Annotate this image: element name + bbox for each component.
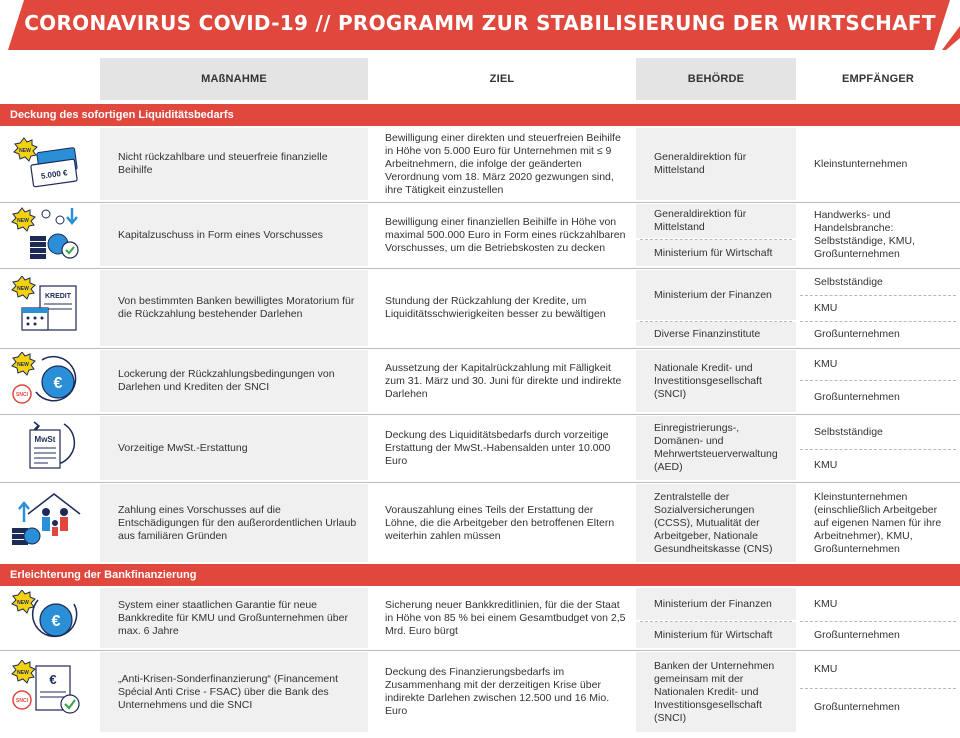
snci-label: SNCI [16, 698, 28, 704]
voucher-amount: 5.000 € [40, 168, 69, 181]
snci-label: SNCI [16, 392, 28, 398]
cell-divider [800, 449, 956, 450]
cash-voucher-icon [8, 136, 92, 192]
cell-divider [800, 621, 956, 622]
empfaenger-cell: KMU [814, 301, 838, 314]
svg-text:€: € [49, 672, 57, 687]
new-badge-label: NEW [17, 286, 29, 292]
cell-divider [640, 321, 792, 322]
page-title: CORONAVIRUS COVID-19 // PROGRAMM ZUR STABILISIERUNG DER WIRTSCHAFT [24, 11, 936, 35]
new-badge-label: NEW [17, 362, 29, 368]
behoerde-cell: Einregistrierungs-, Domänen- und Mehrwertsteuerverwaltung (AED) [636, 416, 796, 480]
row-divider [0, 348, 960, 349]
massnahme-cell: Nicht rückzahlbare und steuerfreie finanzielle Beihilfe [100, 128, 368, 200]
behoerde-cell: Ministerium der Finanzen [636, 588, 796, 620]
new-badge-label: NEW [19, 148, 31, 154]
behoerde-cell: Zentralstelle der Sozialversicherungen (CCSS), Mutualität der Arbeitgeber, Nationale Gesundheitskasse (CNS) [636, 484, 796, 562]
state-guarantee-icon [8, 590, 92, 646]
empfaenger-cell: KMU [814, 597, 838, 610]
ziel-cell: Deckung des Finanzierungsbedarfs im Zusammenhang mit der derzeitigen Krise über indirekte Darlehen zwischen 12.500 und 16 Mio. Euro [385, 666, 610, 717]
empfaenger-cell: KMU [814, 357, 838, 370]
empfaenger-cell: Großunternehmen [814, 327, 900, 340]
row-divider [0, 414, 960, 415]
column-header-empfaenger: EMPFÄNGER [841, 73, 915, 85]
column-header-behoerde: BEHÖRDE [636, 58, 796, 100]
empfaenger-cell: Handwerks- und Handelsbranche: Selbstständige, KMU, Großunternehmen [814, 209, 915, 260]
row-divider [0, 650, 960, 651]
massnahme-cell: Von bestimmten Banken bewilligtes Moratorium für die Rückzahlung bestehender Darlehen [100, 270, 368, 346]
behoerde-cell: Nationale Kredit- und Investitionsgesellschaft (SNCI) [636, 350, 796, 412]
fsac-document-icon [8, 660, 92, 716]
empfaenger-cell: Selbstständige [814, 275, 883, 288]
ziel-cell: Vorauszahlung eines Teils der Erstattung der Löhne, die die Arbeitgeber den betroffenen Eltern weiterhin zahlen müssen [385, 503, 615, 542]
svg-text:€: € [53, 375, 63, 392]
cell-divider [640, 621, 792, 622]
empfaenger-cell: KMU [814, 662, 838, 675]
snci-euro-coin-icon [8, 352, 92, 408]
ziel-cell: Sicherung neuer Bankkreditlinien, für die der Staat in Höhe von 85 % bei einem Gesamtbudget von 2,5 Mrd. Euro bürgt [385, 598, 626, 637]
behoerde-cell: Ministerium für Wirtschaft [636, 622, 796, 648]
svg-text:€: € [51, 613, 61, 630]
title-banner [0, 0, 960, 50]
cell-divider [640, 239, 792, 240]
empfaenger-cell: Kleinstunternehmen [814, 157, 908, 170]
credit-calendar-icon [8, 276, 92, 332]
cell-divider [800, 688, 956, 689]
cell-divider [800, 321, 956, 322]
family-leave-icon [8, 492, 92, 548]
behoerde-cell: Generaldirektion für Mittelstand [636, 204, 796, 238]
massnahme-cell: Vorzeitige MwSt.-Erstattung [100, 416, 368, 480]
vat-label: MwSt [34, 435, 56, 444]
empfaenger-cell: Selbstständige [814, 425, 883, 438]
ziel-cell: Deckung des Liquiditätsbedarfs durch vorzeitige Erstattung der MwSt.-Habensalden unter 10.000 Euro [385, 428, 611, 467]
row-divider [0, 482, 960, 483]
behoerde-cell: Ministerium für Wirtschaft [636, 240, 796, 266]
behoerde-cell: Generaldirektion für Mittelstand [636, 128, 796, 200]
column-header-ziel: ZIEL [489, 73, 515, 85]
empfaenger-cell: Großunternehmen [814, 390, 900, 403]
empfaenger-cell: Großunternehmen [814, 700, 900, 713]
section-header-liquiditaet: Deckung des sofortigen Liquiditätsbedarfs [0, 104, 960, 126]
column-header-massnahme: MAßNAHME [100, 58, 368, 100]
ziel-cell: Bewilligung einer finanziellen Beihilfe in Höhe von maximal 500.000 Euro in Form eines rückzahlbaren Vorschusses, um die Betriebskosten zu decken [385, 215, 626, 254]
vat-refund-icon [8, 418, 92, 474]
coins-advance-icon [8, 206, 92, 262]
new-badge-label: NEW [17, 600, 29, 606]
behoerde-cell: Banken der Unternehmen gemeinsam mit der Nationalen Kredit- und Investitionsgesellschaft (SNCI) [636, 652, 796, 732]
cell-divider [800, 295, 956, 296]
ziel-cell: Aussetzung der Kapitalrückzahlung mit Fälligkeit zum 31. März und 30. Juni für direkte und indirekte Darlehen [385, 361, 622, 400]
massnahme-cell: „Anti-Krisen-Sonderfinanzierung“ (Financement Spécial Anti Crise - FSAC) über die Bank des Unternehmens und die SNCI [100, 652, 368, 732]
behoerde-cell: Diverse Finanzinstitute [636, 322, 796, 346]
row-divider [0, 202, 960, 203]
empfaenger-cell: KMU [814, 458, 838, 471]
massnahme-cell: Kapitalzuschuss in Form eines Vorschusses [100, 204, 368, 266]
empfaenger-cell: Großunternehmen [814, 628, 900, 641]
row-divider [0, 268, 960, 269]
cell-divider [800, 380, 956, 381]
ziel-cell: Bewilligung einer direkten und steuerfreien Beihilfe in Höhe von 5.000 Euro für Unternehmen mit ≤ 9 Arbeitnehmern, die infolge der geänderten Verordnung vom 18. März 2020 gezwungen sind, ihre Tätigkeit einzustellen [385, 131, 621, 196]
massnahme-cell: Zahlung eines Vorschusses auf die Entschädigungen für den außerordentlichen Urlaub aus familiären Gründen [100, 484, 368, 562]
empfaenger-cell: Kleinstunternehmen (einschließlich Arbeitgeber auf eigenen Namen für ihre Arbeitnehmer), KMU, Großunternehmen [814, 490, 942, 555]
section-header-bankfinanzierung: Erleichterung der Bankfinanzierung [0, 564, 960, 586]
massnahme-cell: System einer staatlichen Garantie für neue Bankkredite für KMU und Großunternehmen über max. 6 Jahre [100, 588, 368, 648]
new-badge-label: NEW [17, 670, 29, 676]
massnahme-cell: Lockerung der Rückzahlungsbedingungen von Darlehen und Krediten der SNCI [100, 350, 368, 412]
new-badge-label: NEW [17, 218, 29, 224]
ziel-cell: Stundung der Rückzahlung der Kredite, um Liquiditätsschwierigkeiten besser zu bewältigen [385, 295, 606, 320]
behoerde-cell: Ministerium der Finanzen [636, 270, 796, 320]
credit-label: KREDIT [44, 293, 72, 300]
